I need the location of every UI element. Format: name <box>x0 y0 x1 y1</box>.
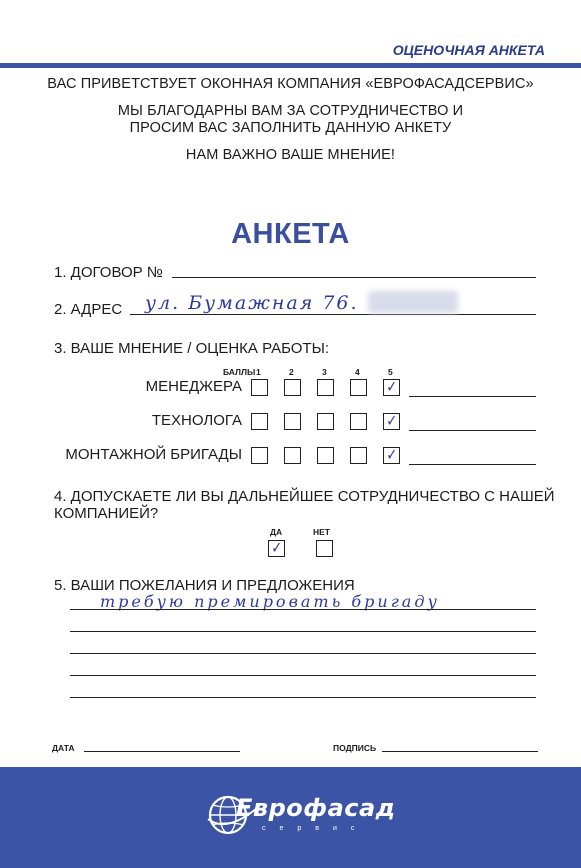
redacted-address-blur <box>368 291 458 313</box>
date-field[interactable] <box>84 751 240 752</box>
check-mark-icon: ✓ <box>386 445 398 464</box>
cooperation-yes-checkbox[interactable] <box>268 540 285 557</box>
date-label: ДАТА <box>52 743 75 753</box>
rating-technologist-3-checkbox[interactable] <box>317 413 334 430</box>
rating-crew-5-checkbox[interactable] <box>383 447 400 464</box>
rating-crew-3-checkbox[interactable] <box>317 447 334 464</box>
scale-2: 2 <box>289 367 294 377</box>
rating-technologist-5-checkbox[interactable] <box>383 413 400 430</box>
rating-row-crew-label: МОНТАЖНОЙ БРИГАДЫ <box>65 446 242 463</box>
brand-logo-subtitle: сервис <box>262 825 369 832</box>
suggestions-label: 5. ВАШИ ПОЖЕЛАНИЯ И ПРЕДЛОЖЕНИЯ <box>54 577 355 594</box>
rating-technologist-2-checkbox[interactable] <box>284 413 301 430</box>
suggestions-line-3[interactable] <box>70 653 536 654</box>
check-mark-icon: ✓ <box>386 411 398 430</box>
rating-crew-2-checkbox[interactable] <box>284 447 301 464</box>
rating-manager-1-checkbox[interactable] <box>251 379 268 396</box>
address-field[interactable] <box>130 314 536 315</box>
suggestions-line-4[interactable] <box>70 675 536 676</box>
brand-logo-text: Еврофасад <box>236 794 396 822</box>
rating-crew-1-checkbox[interactable] <box>251 447 268 464</box>
rating-manager-2-checkbox[interactable] <box>284 379 301 396</box>
intro-line-2: МЫ БЛАГОДАРНЫ ВАМ ЗА СОТРУДНИЧЕСТВО И <box>117 103 464 119</box>
contract-field[interactable] <box>172 277 536 278</box>
intro-line-1: ВАС ПРИВЕТСТВУЕТ ОКОННАЯ КОМПАНИЯ «ЕВРОФАСАДСЕРВИС» <box>47 76 534 92</box>
scale-4: 4 <box>355 367 360 377</box>
cooperation-question-line-1: 4. ДОПУСКАЕТЕ ЛИ ВЫ ДАЛЬНЕЙШЕЕ СОТРУДНИЧЕСТВО С НАШЕЙ <box>54 488 555 505</box>
rating-row-technologist-label: ТЕХНОЛОГА <box>151 412 242 429</box>
scale-1: 1 <box>256 367 261 377</box>
rating-manager-5-checkbox[interactable] <box>383 379 400 396</box>
intro-line-3: ПРОСИМ ВАС ЗАПОЛНИТЬ ДАННУЮ АНКЕТУ <box>129 120 452 136</box>
rating-technologist-1-checkbox[interactable] <box>251 413 268 430</box>
rating-manager-4-checkbox[interactable] <box>350 379 367 396</box>
cooperation-question-line-2: КОМПАНИЕЙ? <box>54 505 159 522</box>
rating-crew-4-checkbox[interactable] <box>350 447 367 464</box>
signature-field[interactable] <box>382 751 538 752</box>
check-mark-icon: ✓ <box>386 377 398 396</box>
rating-row-manager-label: МЕНЕДЖЕРА <box>145 378 242 395</box>
rating-manager-comment-field[interactable] <box>409 396 536 397</box>
header-divider <box>0 63 581 68</box>
address-handwritten-value: ул. Бумажная 76. <box>145 292 359 314</box>
suggestions-line-2[interactable] <box>70 631 536 632</box>
footer-band <box>0 767 581 868</box>
rating-manager-3-checkbox[interactable] <box>317 379 334 396</box>
signature-label: ПОДПИСЬ <box>333 743 377 753</box>
suggestions-line-1[interactable] <box>70 609 536 610</box>
rating-crew-comment-field[interactable] <box>409 464 536 465</box>
address-label: 2. АДРЕС <box>54 301 123 318</box>
option-yes-label: ДА <box>270 527 283 537</box>
rating-technologist-comment-field[interactable] <box>409 430 536 431</box>
form-title: АНКЕТА <box>231 218 350 250</box>
option-no-label: НЕТ <box>313 527 330 537</box>
scale-3: 3 <box>322 367 327 377</box>
rating-question-label: 3. ВАШЕ МНЕНИЕ / ОЦЕНКА РАБОТЫ: <box>54 340 330 357</box>
intro-line-4: НАМ ВАЖНО ВАШЕ МНЕНИЕ! <box>185 147 396 163</box>
document-header-title: ОЦЕНОЧНАЯ АНКЕТА <box>392 42 545 58</box>
contract-label: 1. ДОГОВОР № <box>54 264 163 281</box>
suggestions-handwritten: требую премировать бригаду <box>100 592 440 611</box>
rating-technologist-4-checkbox[interactable] <box>350 413 367 430</box>
scale-label: БАЛЛЫ <box>223 367 256 377</box>
suggestions-line-5[interactable] <box>70 697 536 698</box>
scale-5: 5 <box>388 367 393 377</box>
cooperation-no-checkbox[interactable] <box>316 540 333 557</box>
check-mark-icon: ✓ <box>271 538 283 557</box>
